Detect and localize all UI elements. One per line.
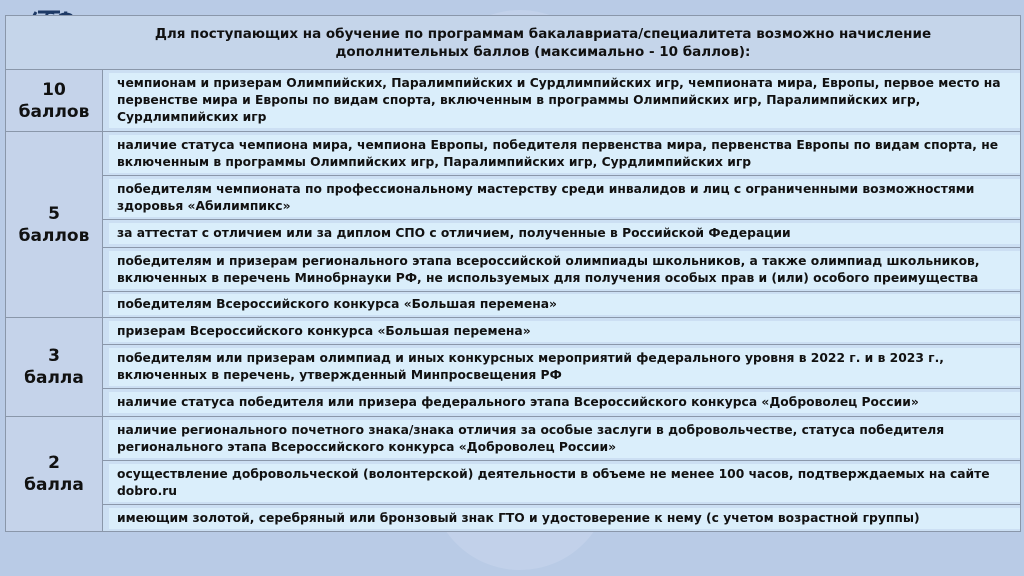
- criterion-cell: [103, 389, 1021, 417]
- criterion-cell: [103, 70, 1021, 132]
- table-row: [6, 220, 1021, 248]
- criterion-cell: [103, 461, 1021, 505]
- points-value: 5: [48, 203, 60, 224]
- header-line-2: дополнительных баллов (максимально - 10 баллов):: [335, 43, 751, 60]
- criterion-text: призерам Всероссийского конкурса «Большая перемена»: [109, 321, 1020, 342]
- table-row: [6, 318, 1021, 345]
- table-row: [6, 461, 1021, 505]
- criterion-cell: [103, 318, 1021, 345]
- table-row: [6, 345, 1021, 389]
- criterion-text: за аттестат с отличием или за диплом СПО с отличием, полученные в Российской Федерации: [109, 223, 1020, 244]
- points-unit: балла: [24, 475, 84, 495]
- points-cell-2: [6, 417, 103, 532]
- criterion-cell: [103, 248, 1021, 292]
- points-cell-3: [6, 318, 103, 417]
- criterion-cell: [103, 220, 1021, 248]
- criterion-text: победителям Всероссийского конкурса «Большая перемена»: [109, 294, 1020, 315]
- criterion-cell: [103, 176, 1021, 220]
- table-row: [6, 505, 1021, 532]
- criterion-cell: [103, 292, 1021, 318]
- criterion-text: осуществление добровольческой (волонтерской) деятельности в объеме не менее 100 часов, подтверждаемых на сайте dobro.ru: [109, 464, 1020, 502]
- points-value: 10: [42, 79, 66, 100]
- table-row: [6, 176, 1021, 220]
- points-cell-10: [6, 70, 103, 132]
- table-row: [6, 248, 1021, 292]
- criterion-text: чемпионам и призерам Олимпийских, Паралимпийских и Сурдлимпийских игр, чемпионата мира, Европы, первое место на первенстве мира и Европы по видам спорта, включенным в программы Олимпийских игр, Паралимпийских игр, Сурдлимпийских игр: [109, 73, 1020, 128]
- bonus-points-table: [5, 15, 1021, 532]
- header-line-1: Для поступающих на обучение по программам бакалавриата/специалитета возможно начисление: [154, 25, 932, 42]
- points-value: 3: [48, 346, 60, 366]
- table-row: [6, 132, 1021, 176]
- criterion-text: наличие статуса победителя или призера федерального этапа Всероссийского конкурса «Доброволец России»: [109, 392, 1020, 413]
- criterion-cell: [103, 505, 1021, 532]
- points-value: 2: [48, 453, 60, 473]
- points-cell-5: [6, 132, 103, 318]
- table-row: [6, 292, 1021, 318]
- criterion-text: имеющим золотой, серебряный или бронзовый знак ГТО и удостоверение к нему (с учетом возрастной группы): [109, 508, 1020, 529]
- criterion-text: победителям чемпионата по профессиональному мастерству среди инвалидов и лиц с ограниченными возможностями здоровья «Абилимпикс»: [109, 179, 1020, 217]
- header-row: [6, 16, 1021, 70]
- table-row: [6, 417, 1021, 461]
- table-row: [6, 389, 1021, 417]
- criterion-text: победителям и призерам регионального этапа всероссийской олимпиады школьников, а также олимпиад школьников, включенных в перечень Минобрнауки РФ, не используемых для получения особых прав и (или) особого преимущества: [109, 251, 1020, 289]
- criterion-text: победителям или призерам олимпиад и иных конкурсных мероприятий федерального уровня в 2022 г. и в 2023 г., включенных в перечень, утвержденный Минпросвещения РФ: [109, 348, 1020, 386]
- criterion-text: наличие регионального почетного знака/знака отличия за особые заслуги в добровольчестве, статуса победителя регионального этапа Всероссийского конкурса «Доброволец России»: [109, 420, 1020, 458]
- table-row: [6, 70, 1021, 132]
- criterion-text: наличие статуса чемпиона мира, чемпиона Европы, победителя первенства мира, первенства Европы по видам спорта, не включенным в программы Олимпийских игр, Паралимпийских игр, Сурдлимпийских игр: [109, 135, 1020, 173]
- criterion-cell: [103, 132, 1021, 176]
- points-unit: балла: [24, 368, 84, 388]
- points-unit: баллов: [18, 225, 90, 246]
- criterion-cell: [103, 345, 1021, 389]
- table-header: [6, 16, 1021, 70]
- criterion-cell: [103, 417, 1021, 461]
- points-unit: баллов: [18, 101, 90, 122]
